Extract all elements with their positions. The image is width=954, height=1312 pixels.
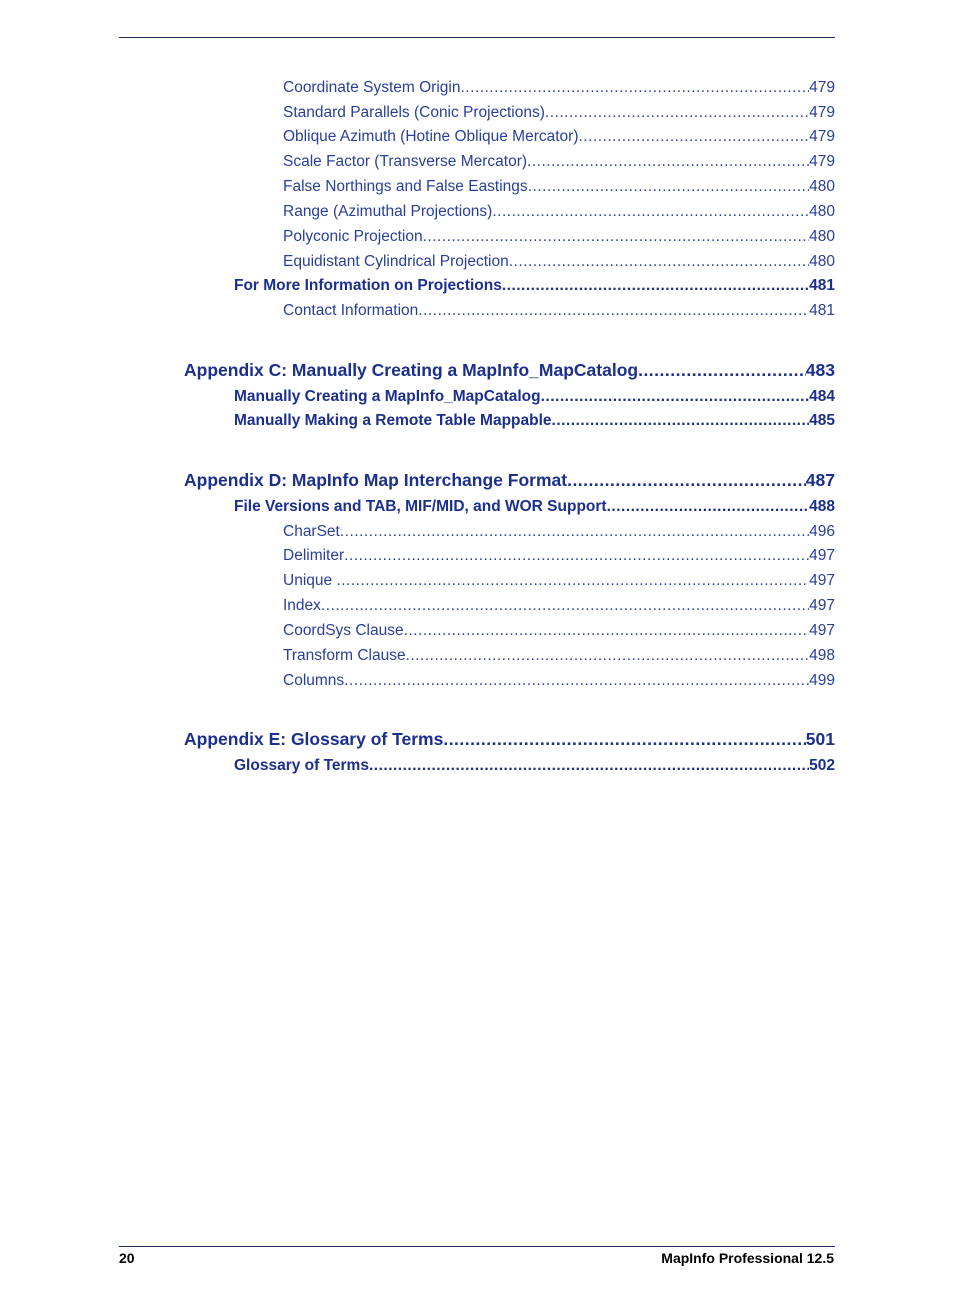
dot-leader bbox=[567, 470, 806, 491]
toc-entry-page: 479 bbox=[809, 153, 835, 170]
footer-page-number: 20 bbox=[119, 1250, 135, 1266]
toc-entry-page: 479 bbox=[809, 79, 835, 96]
toc-entry-page: 501 bbox=[805, 729, 835, 749]
toc-entry-page: 496 bbox=[809, 523, 835, 540]
dot-leader bbox=[545, 104, 809, 122]
toc-entry-title: File Versions and TAB, MIF/MID, and WOR Support bbox=[234, 498, 607, 515]
toc-entry-more-information-projections[interactable] bbox=[234, 277, 835, 295]
dot-leader bbox=[369, 757, 809, 775]
dot-leader bbox=[423, 228, 810, 246]
toc-entry-manually-creating-mapcatalog[interactable] bbox=[234, 388, 835, 406]
toc-entry-page: 481 bbox=[809, 277, 835, 294]
toc-entry-coordsys-clause[interactable] bbox=[283, 622, 835, 640]
toc-entry-page: 480 bbox=[809, 253, 835, 270]
toc-entry-transform-clause[interactable] bbox=[283, 647, 835, 665]
toc-entry-title: Appendix C: Manually Creating a MapInfo_MapCatalog bbox=[184, 360, 639, 380]
dot-leader bbox=[336, 572, 809, 590]
toc-entry-page: 480 bbox=[809, 228, 835, 245]
toc-entry-standard-parallels[interactable] bbox=[283, 104, 835, 122]
toc-entry-charset[interactable] bbox=[283, 523, 835, 541]
toc-entry-appendix-e[interactable] bbox=[184, 729, 835, 750]
toc-entry-contact-information[interactable] bbox=[283, 302, 835, 320]
toc-entry-file-versions[interactable] bbox=[234, 498, 835, 516]
dot-leader bbox=[502, 277, 809, 295]
toc-entry-title: Glossary of Terms bbox=[234, 757, 369, 774]
toc-entry-page: 479 bbox=[809, 104, 835, 121]
toc-entry-title: Oblique Azimuth (Hotine Oblique Mercator) bbox=[283, 128, 579, 145]
dot-leader bbox=[552, 412, 810, 430]
toc-entry-title: Columns bbox=[283, 672, 345, 689]
toc-entry-index[interactable] bbox=[283, 597, 835, 615]
toc-entry-polyconic-projection[interactable] bbox=[283, 228, 835, 246]
dot-leader bbox=[579, 128, 810, 146]
toc-entry-title: CoordSys Clause bbox=[283, 622, 404, 639]
toc-entry-unique[interactable] bbox=[283, 572, 835, 590]
dot-leader bbox=[344, 547, 809, 565]
toc-entry-appendix-c[interactable] bbox=[184, 360, 835, 381]
toc-entry-page: 480 bbox=[809, 203, 835, 220]
toc-entry-title: Appendix D: MapInfo Map Interchange Format bbox=[184, 470, 568, 490]
toc-entry-title: Delimiter bbox=[283, 547, 345, 564]
toc-entry-false-northings[interactable] bbox=[283, 178, 835, 196]
toc-entry-page: 497 bbox=[809, 597, 835, 614]
dot-leader bbox=[638, 360, 806, 381]
dot-leader bbox=[443, 729, 805, 750]
toc-entry-page: 502 bbox=[809, 757, 835, 774]
toc-entry-page: 488 bbox=[809, 498, 835, 515]
toc-entry-title: Range (Azimuthal Projections) bbox=[283, 203, 493, 220]
toc-entry-title: Polyconic Projection bbox=[283, 228, 423, 245]
toc-entry-title: Unique bbox=[283, 572, 337, 589]
toc-entry-page: 481 bbox=[809, 302, 835, 319]
toc-entry-remote-table-mappable[interactable] bbox=[234, 412, 835, 430]
toc-entry-page: 497 bbox=[809, 622, 835, 639]
toc-entry-title: False Northings and False Eastings bbox=[283, 178, 528, 195]
toc-entry-equidistant-cylindrical[interactable] bbox=[283, 253, 835, 271]
toc-entry-title: Index bbox=[283, 597, 321, 614]
dot-leader bbox=[460, 79, 809, 97]
dot-leader bbox=[344, 672, 809, 690]
toc-entry-title: Transform Clause bbox=[283, 647, 406, 664]
toc-entry-range-azimuthal[interactable] bbox=[283, 203, 835, 221]
toc-entry-title: Equidistant Cylindrical Projection bbox=[283, 253, 509, 270]
toc-entry-coordinate-system-origin[interactable] bbox=[283, 79, 835, 97]
toc-entry-title: Manually Making a Remote Table Mappable bbox=[234, 412, 552, 429]
toc-entry-page: 483 bbox=[805, 360, 835, 380]
toc-entry-page: 498 bbox=[809, 647, 835, 664]
footer-product-name: MapInfo Professional 12.5 bbox=[661, 1250, 834, 1266]
dot-leader bbox=[406, 647, 810, 665]
toc-entry-page: 479 bbox=[809, 128, 835, 145]
toc-entry-columns[interactable] bbox=[283, 672, 835, 690]
toc-entry-title: Contact Information bbox=[283, 302, 419, 319]
toc-entry-page: 497 bbox=[809, 547, 835, 564]
toc-entry-delimiter[interactable] bbox=[283, 547, 835, 565]
dot-leader bbox=[541, 388, 810, 406]
dot-leader bbox=[528, 178, 809, 196]
footer-rule bbox=[119, 1246, 835, 1247]
dot-leader bbox=[527, 153, 809, 171]
dot-leader bbox=[492, 203, 809, 221]
toc-entry-page: 487 bbox=[805, 470, 835, 490]
toc-entry-page: 484 bbox=[809, 388, 835, 405]
dot-leader bbox=[340, 523, 809, 541]
toc-entry-page: 499 bbox=[809, 672, 835, 689]
toc-entry-title: For More Information on Projections bbox=[234, 277, 502, 294]
toc-entry-page: 480 bbox=[809, 178, 835, 195]
dot-leader bbox=[418, 302, 809, 320]
toc-entry-page: 497 bbox=[809, 572, 835, 589]
toc-entry-title: Scale Factor (Transverse Mercator) bbox=[283, 153, 528, 170]
toc-entry-page: 485 bbox=[809, 412, 835, 429]
toc-entry-appendix-d[interactable] bbox=[184, 470, 835, 491]
toc-entry-title: CharSet bbox=[283, 523, 340, 540]
dot-leader bbox=[509, 253, 809, 271]
dot-leader bbox=[321, 597, 809, 615]
toc-entry-title: Standard Parallels (Conic Projections) bbox=[283, 104, 545, 121]
dot-leader bbox=[404, 622, 810, 640]
toc-entry-title: Manually Creating a MapInfo_MapCatalog bbox=[234, 388, 541, 405]
toc-entry-title: Appendix E: Glossary of Terms bbox=[184, 729, 444, 749]
toc-entry-oblique-azimuth[interactable] bbox=[283, 128, 835, 146]
toc-entry-scale-factor[interactable] bbox=[283, 153, 835, 171]
toc-entry-glossary-of-terms[interactable] bbox=[234, 757, 835, 775]
toc-entry-title: Coordinate System Origin bbox=[283, 79, 461, 96]
dot-leader bbox=[607, 498, 810, 516]
